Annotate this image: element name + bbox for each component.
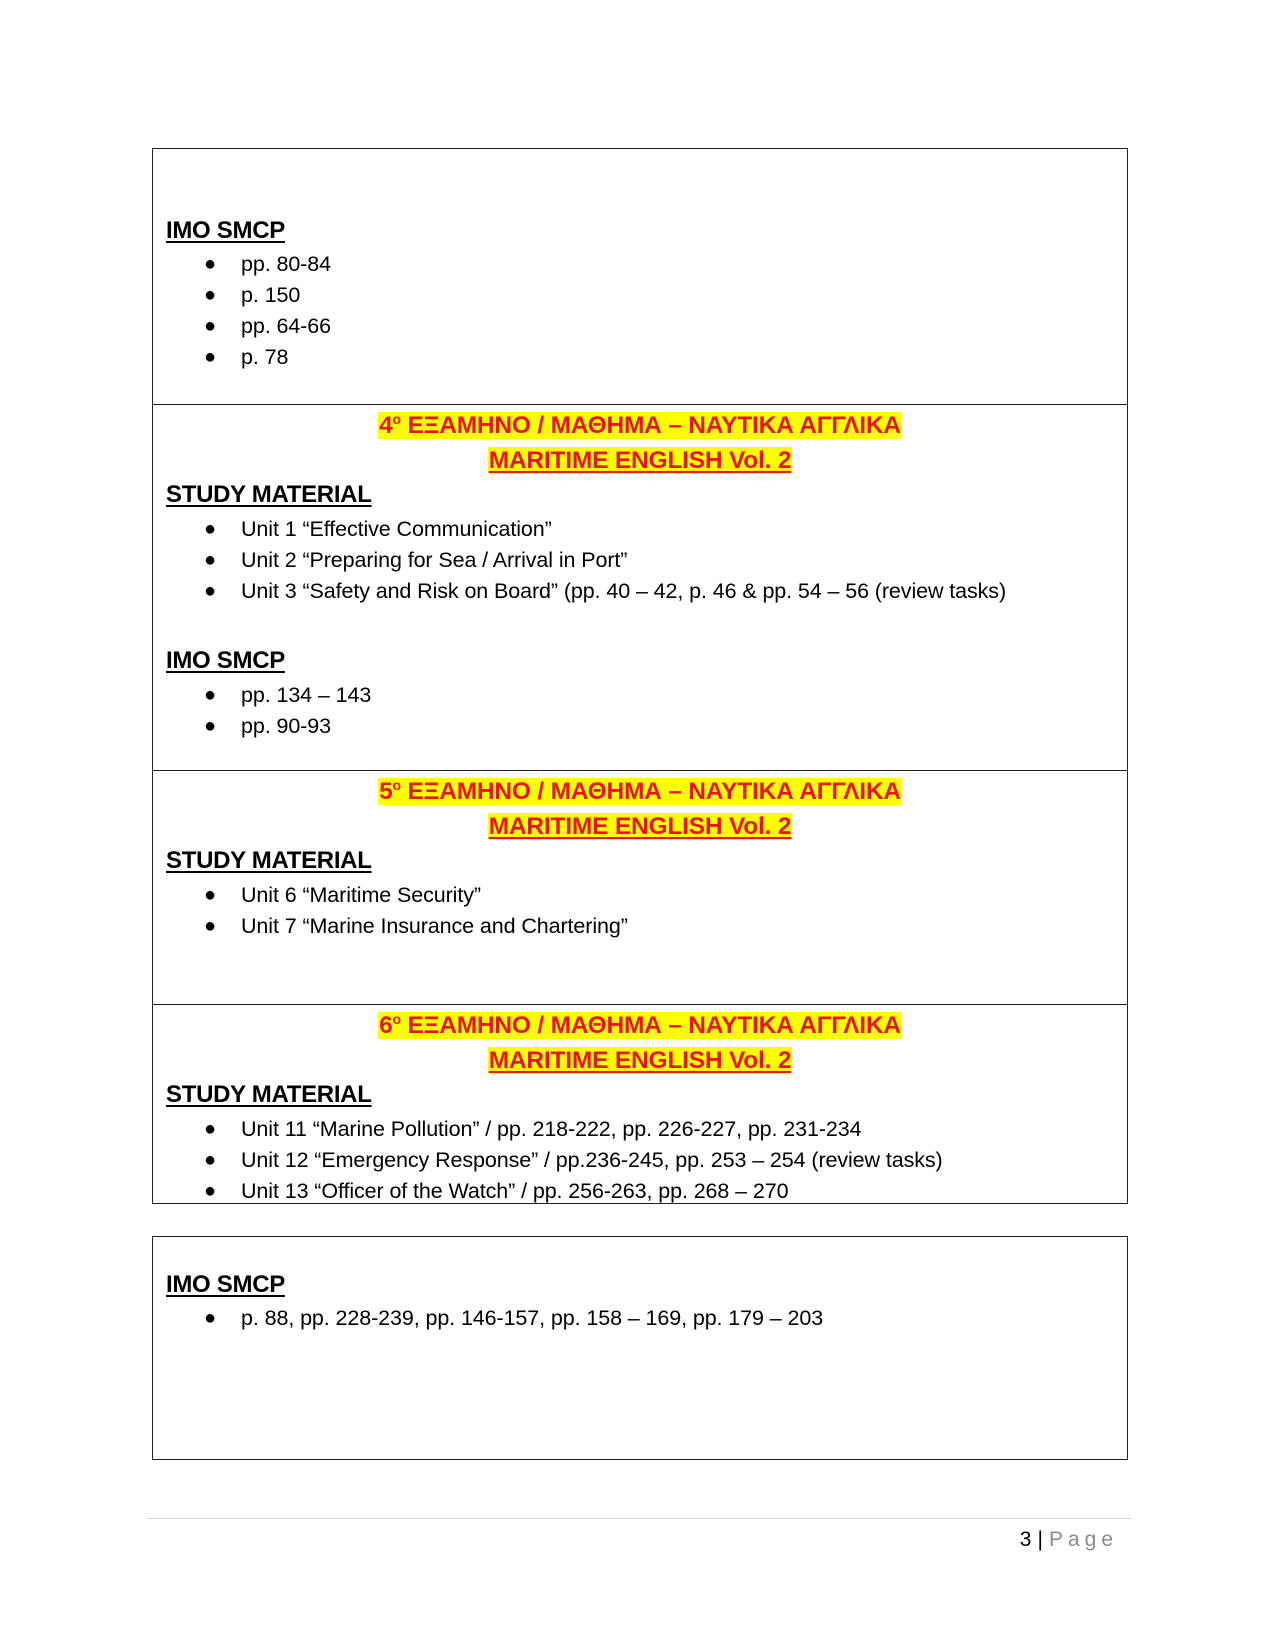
- table-cell-semester-5: [153, 770, 1127, 1004]
- bullet-icon: ●: [204, 715, 216, 737]
- list-item: ● pp. 64-66: [153, 311, 1127, 342]
- imo-smcp-heading: IMO SMCP: [166, 647, 285, 674]
- imo-smcp-list: [153, 680, 1127, 742]
- page-label: Page: [1048, 1528, 1118, 1551]
- footer-separator: |: [1037, 1528, 1043, 1551]
- list-item: ● pp. 134 – 143: [153, 680, 1127, 711]
- imo-smcp-list: [153, 249, 1127, 373]
- list-item: ● p. 150: [153, 280, 1127, 311]
- list-item: ● pp. 80-84: [153, 249, 1127, 280]
- study-material-heading: STUDY MATERIAL: [166, 1081, 372, 1108]
- list-item: ● Unit 6 “Maritime Security”: [153, 880, 1127, 911]
- bullet-icon: ●: [204, 884, 216, 906]
- bullet-icon: ●: [204, 315, 216, 337]
- study-material-list: [153, 1114, 1127, 1207]
- list-item: ● Unit 3 “Safety and Risk on Board” (pp. 40 – 42, p. 46 & pp. 54 – 56 (review tasks): [153, 576, 1127, 607]
- bullet-icon: ●: [204, 580, 216, 602]
- imo-smcp-table: [152, 1236, 1128, 1460]
- list-item: ● p. 78: [153, 342, 1127, 373]
- list-item: ● Unit 12 “Emergency Response” / pp.236-245, pp. 253 – 254 (review tasks): [153, 1145, 1127, 1176]
- course-subtitle: MARITIME ENGLISH Vol. 2: [488, 813, 792, 840]
- bullet-icon: ●: [204, 915, 216, 937]
- study-material-heading: STUDY MATERIAL: [166, 847, 372, 874]
- bullet-icon: ●: [204, 684, 216, 706]
- table-cell-semester-4: [153, 404, 1127, 770]
- bullet-icon: ●: [204, 518, 216, 540]
- bullet-icon: ●: [204, 284, 216, 306]
- semester-title: $5^o$ ΕΞΑΜΗΝΟ / ΜΑΘΗΜΑ – ΝΑΥΤΙΚΑ ΑΓΓΛΙΚΑ: [379, 777, 901, 805]
- table-cell-imo-continued: [153, 149, 1127, 404]
- semester-title: $6^o$ ΕΞΑΜΗΝΟ / ΜΑΘΗΜΑ – ΝΑΥΤΙΚΑ ΑΓΓΛΙΚΑ: [379, 1011, 901, 1039]
- imo-smcp-heading: IMO SMCP: [166, 1271, 285, 1298]
- imo-smcp-list: [153, 1303, 1127, 1334]
- list-item: ● pp. 90-93: [153, 711, 1127, 742]
- bullet-icon: ●: [204, 1149, 216, 1171]
- page-number: 3: [1019, 1528, 1032, 1551]
- table-cell-semester-6: [153, 1004, 1127, 1205]
- bullet-icon: ●: [204, 346, 216, 368]
- list-item: ● Unit 13 “Officer of the Watch” / pp. 256-263, pp. 268 – 270: [153, 1176, 1127, 1207]
- list-item: ● p. 88, pp. 228-239, pp. 146-157, pp. 158 – 169, pp. 179 – 203: [153, 1303, 1127, 1334]
- study-material-list: [153, 514, 1127, 607]
- list-item: ● Unit 11 “Marine Pollution” / pp. 218-222, pp. 226-227, pp. 231-234: [153, 1114, 1127, 1145]
- study-material-list: [153, 880, 1127, 942]
- bullet-icon: ●: [204, 253, 216, 275]
- imo-smcp-heading: IMO SMCP: [166, 217, 285, 244]
- bullet-icon: ●: [204, 1180, 216, 1202]
- course-subtitle: MARITIME ENGLISH Vol. 2: [488, 1047, 792, 1074]
- bullet-icon: ●: [204, 549, 216, 571]
- syllabus-table: [152, 148, 1128, 1204]
- footer-divider: [147, 1518, 1132, 1519]
- semester-title: $4^o$ ΕΞΑΜΗΝΟ / ΜΑΘΗΜΑ – ΝΑΥΤΙΚΑ ΑΓΓΛΙΚΑ: [379, 411, 901, 439]
- list-item: ● Unit 2 “Preparing for Sea / Arrival in Port”: [153, 545, 1127, 576]
- list-item: ● Unit 7 “Marine Insurance and Chartering”: [153, 911, 1127, 942]
- course-subtitle: MARITIME ENGLISH Vol. 2: [488, 447, 792, 474]
- study-material-heading: STUDY MATERIAL: [166, 481, 372, 508]
- page-footer: [1020, 1526, 1118, 1554]
- list-item: ● Unit 1 “Effective Communication”: [153, 514, 1127, 545]
- bullet-icon: ●: [204, 1118, 216, 1140]
- bullet-icon: ●: [204, 1307, 216, 1329]
